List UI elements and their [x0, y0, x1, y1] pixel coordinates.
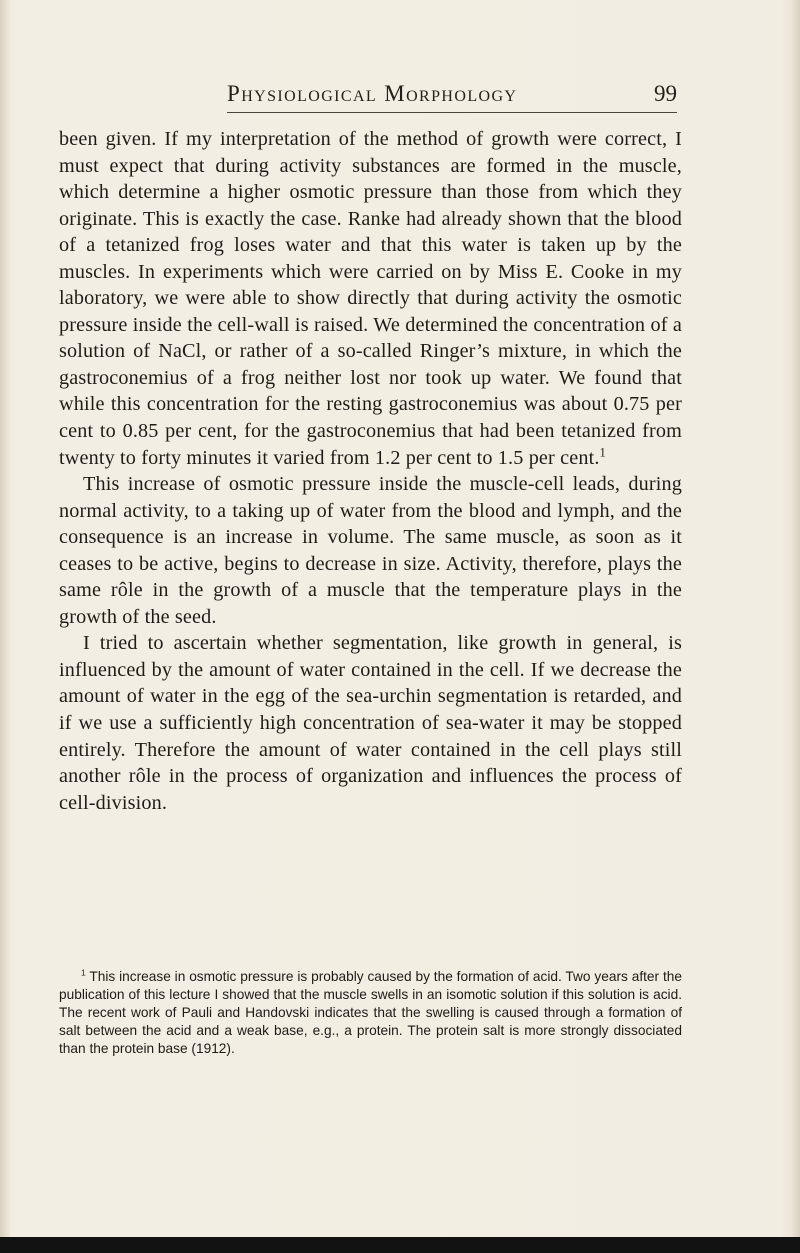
footnote-reference: 1: [599, 444, 606, 459]
footnote: [59, 968, 682, 1058]
scan-bottom-border: [0, 1237, 800, 1253]
body-text: [59, 126, 682, 816]
page-right-edge: [790, 0, 800, 1253]
running-head: Physiological Morphology: [227, 81, 518, 106]
page-number: 99: [654, 81, 677, 106]
paragraph-2: This increase of osmotic pressure inside the muscle-cell leads, during normal activity, to a taking up of water from the blood and lymph, and the consequence is an increase in volume. The same muscle, as soon as it ceases to be active, begins to decrease in size. Activity, therefore, plays the same rôle in the growth of a muscle that the temperature plays in the growth of the seed.: [59, 473, 682, 628]
paragraph-1-text: been given. If my interpretation of the method of growth were correct, I must expect that during activity substances are formed in the muscle, which determine a higher osmotic pressure than those from which they originate. This is exactly the case. Ranke had already shown that the blood of a tetanized frog loses water and that this water is taken up by the muscles. In experiments which were carried on by Miss E. Cooke in my laboratory, we were able to show directly that during activity the osmotic pressure inside the cell-wall is raised. We determined the concentration of a solution of NaCl, or rather of a so-called Ringer’s mixture, in which the gastroconemius of a frog neither lost nor took up water. We found that while this concentration for the resting gastroconemius was about 0.75 per cent to 0.85 per cent, for the gastroconemius that had been tetanized from twenty to forty minutes it varied from 1.2 per cent to 1.5 per cent.: [59, 128, 682, 469]
paragraph-1: [59, 126, 682, 471]
footnote-text: This increase in osmotic pressure is probably caused by the formation of acid. Two years after the publication of this lecture I showed that the muscle swells in an isomotic solution if this solution is acid. The recent work of Pauli and Handovski indicates that the swelling is caused through a formation of salt between the acid and a weak base, e.g., a protein. The protein salt is more strongly dissociated than the protein base (1912).: [59, 969, 682, 1056]
page-header: [227, 80, 677, 113]
footnote-marker: 1: [81, 967, 86, 978]
paragraph-3: I tried to ascertain whether segmentation, like growth in general, is influenced by the amount of water contained in the cell. If we decrease the amount of water in the egg of the sea-urchin segmentation is retarded, and if we use a sufficiently high concentration of sea-water it may be stopped entirely. Therefore the amount of water contained in the cell plays still another rôle in the process of organization and influences the process of cell-division.: [59, 632, 682, 814]
page-left-edge: [0, 0, 10, 1253]
